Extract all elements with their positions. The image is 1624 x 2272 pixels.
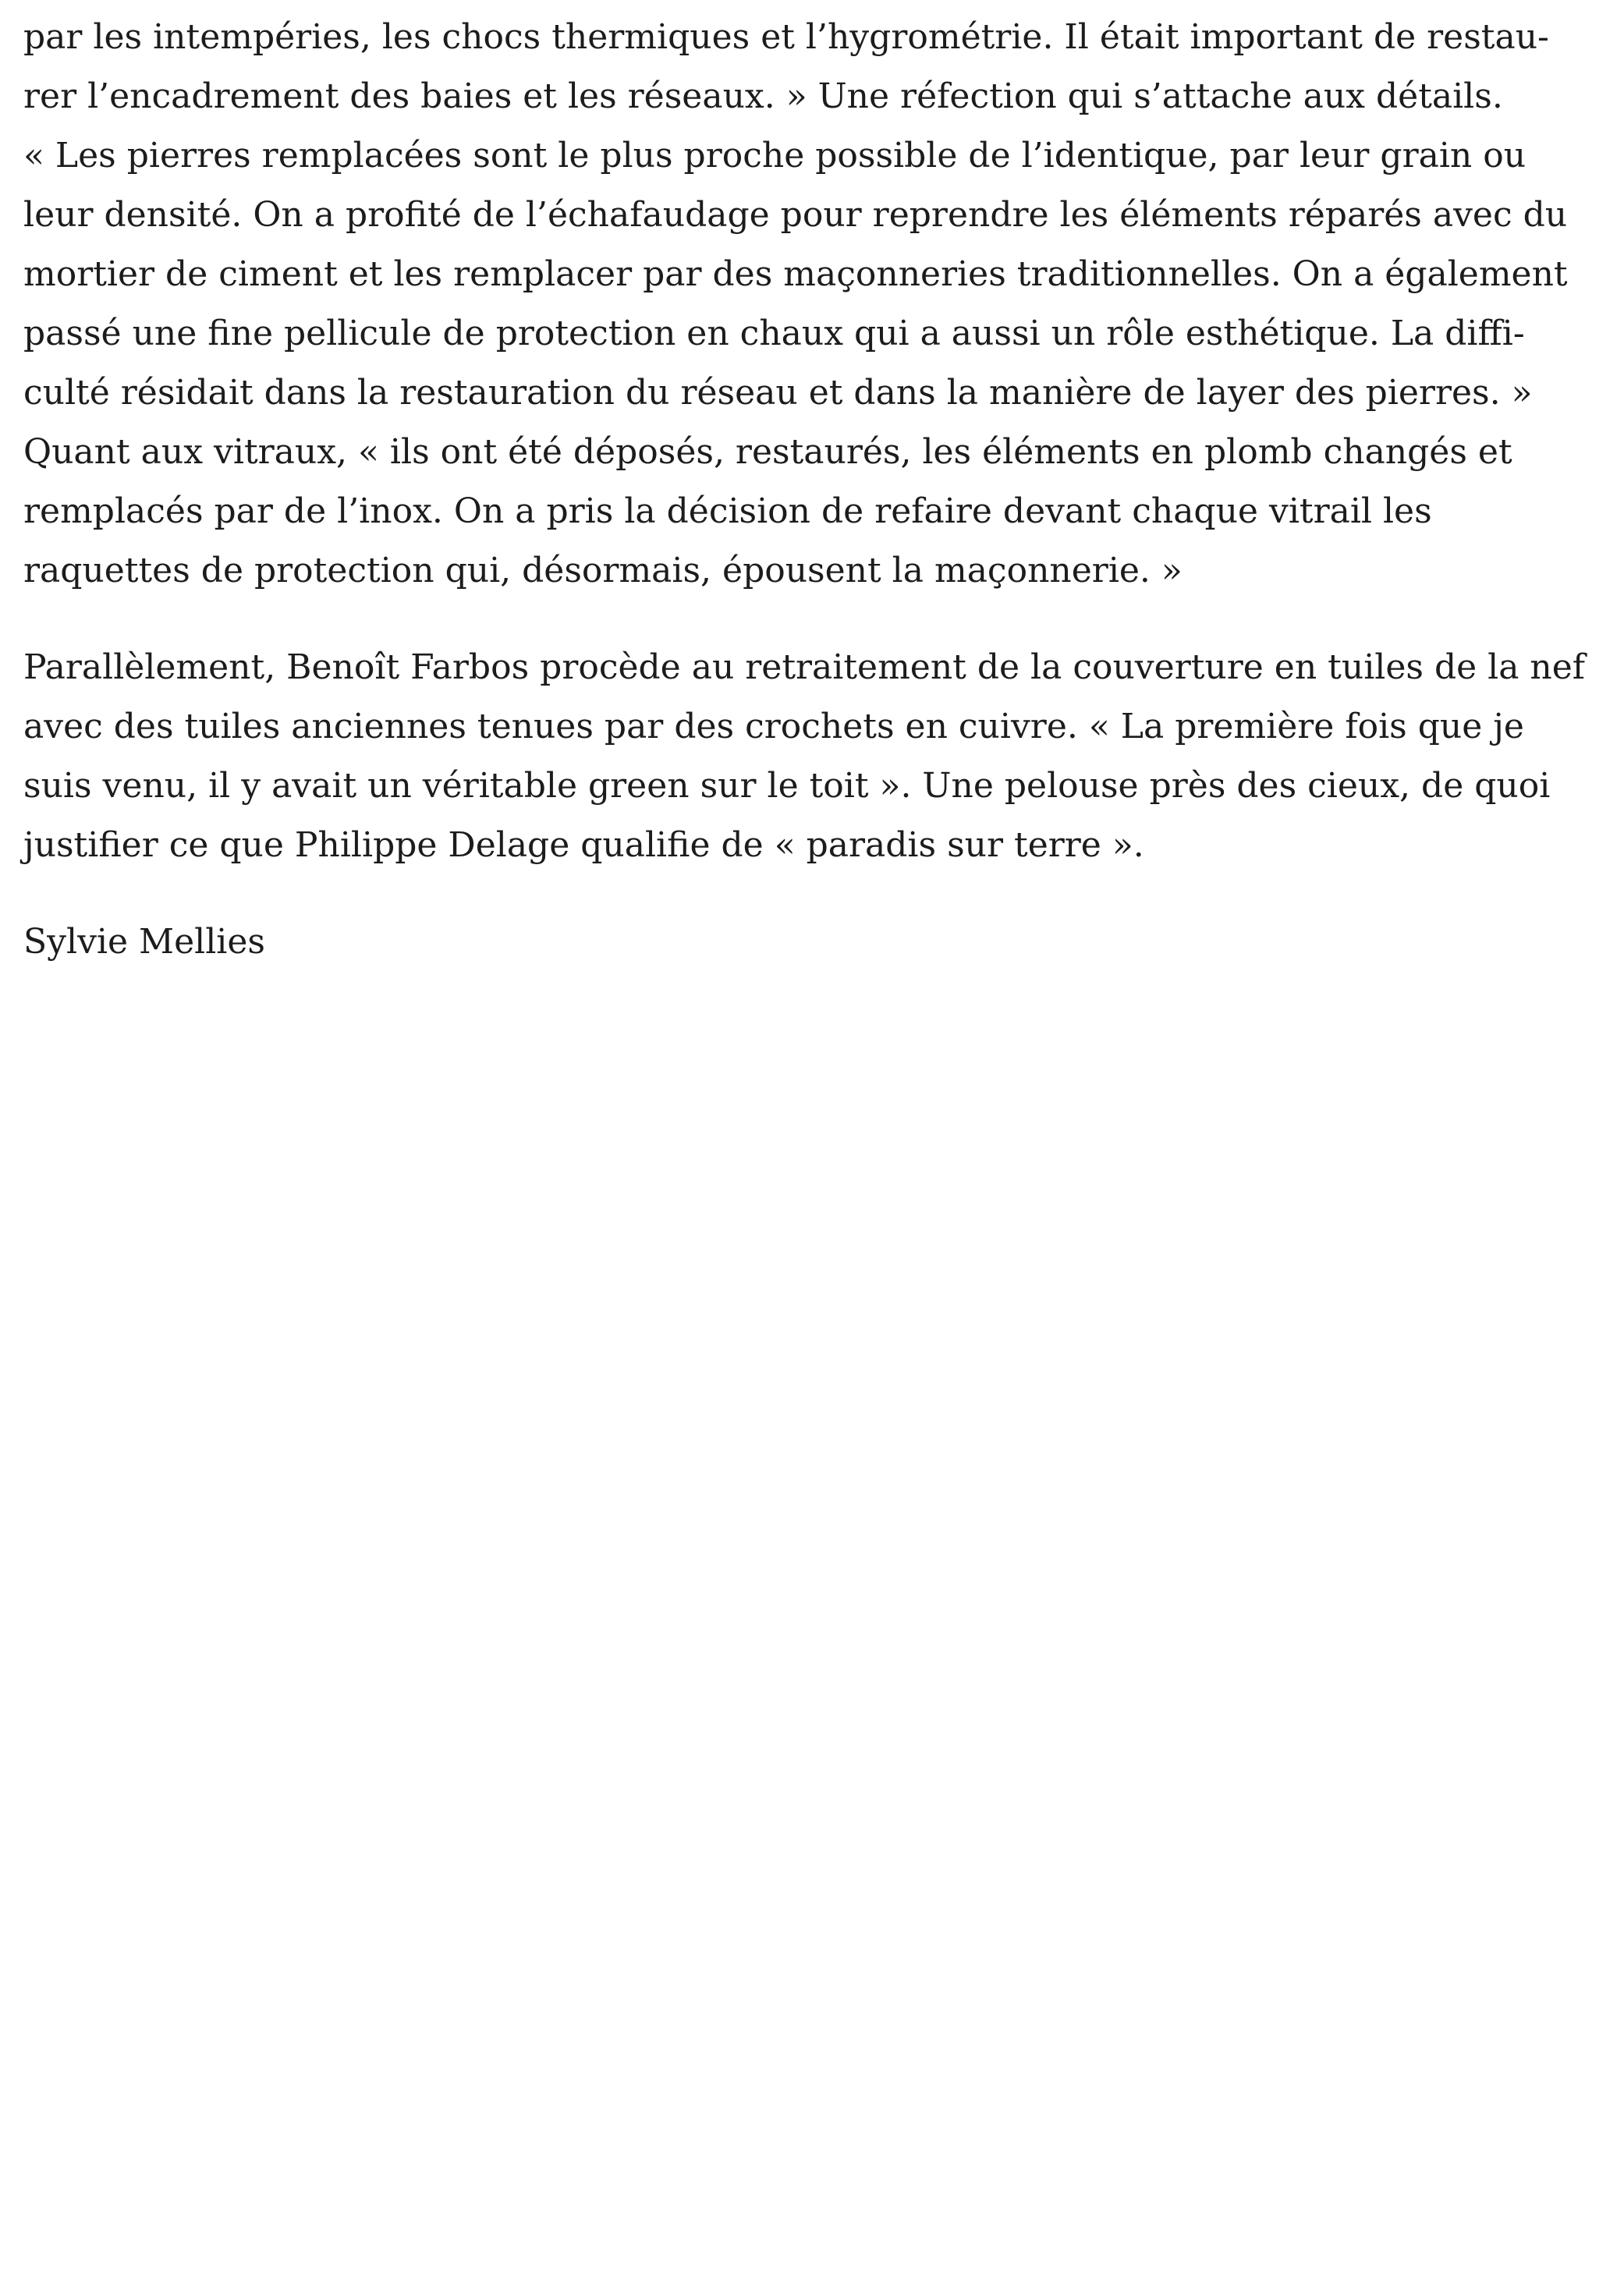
text-line: Parallèlement, Benoît Farbos procède au retraitement de la couverture en tuiles de la nef [23, 647, 1586, 687]
text-line: justifier ce que Philippe Delage qualifie de « paradis sur terre ». [23, 825, 1144, 865]
author-signature: Sylvie Mellies [23, 922, 265, 962]
text-line: culté résidait dans la restauration du réseau et dans la manière de layer des pierres. » [23, 373, 1533, 413]
text-line: suis venu, il y avait un véritable green sur le toit ». Une pelouse près des cieux, de quoi [23, 766, 1551, 806]
text-line: passé une fine pellicule de protection en chaux qui a aussi un rôle esthétique. La diffi- [23, 314, 1525, 353]
paragraph-roofing [23, 638, 1615, 875]
text-line: rer l’encadrement des baies et les réseaux. » Une réfection qui s’attache aux détails. [23, 76, 1503, 116]
text-line: leur densité. On a profité de l’échafaudage pour reprendre les éléments réparés avec du [23, 195, 1568, 235]
text-line: raquettes de protection qui, désormais, épousent la maçonnerie. » [23, 551, 1183, 590]
text-line: par les intempéries, les chocs thermiques et l’hygrométrie. Il était important de restau- [23, 17, 1549, 57]
text-line: Quant aux vitraux, « ils ont été déposés, restaurés, les éléments en plomb changés et [23, 432, 1512, 472]
text-line: mortier de ciment et les remplacer par des maçonneries traditionnelles. On a également [23, 254, 1568, 294]
text-line: « Les pierres remplacées sont le plus proche possible de l’identique, par leur grain ou [23, 136, 1526, 175]
article-body [23, 8, 1615, 972]
paragraph-restoration [23, 8, 1615, 601]
text-line: remplacés par de l’inox. On a pris la décision de refaire devant chaque vitrail les [23, 491, 1432, 531]
text-line: avec des tuiles anciennes tenues par des crochets en cuivre. « La première fois que je [23, 707, 1524, 746]
